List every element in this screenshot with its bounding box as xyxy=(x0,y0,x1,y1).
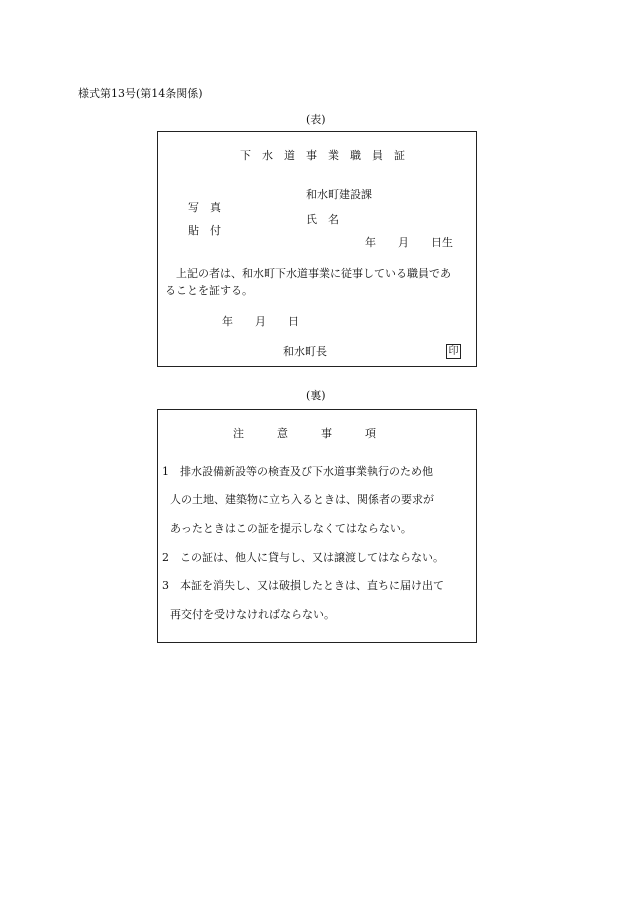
note-line: 人の土地、建築物に立ち入るときは、関係者の要求が xyxy=(170,493,434,506)
note-line: 1 排水設備新設等の検査及び下水道事業執行のため他 xyxy=(162,465,433,478)
birth-date: 年 月 日生 xyxy=(365,236,453,249)
front-caption: (表) xyxy=(306,113,326,126)
issue-date: 年 月 日 xyxy=(222,315,299,328)
photo-label-2: 貼 付 xyxy=(188,224,221,237)
notes-heading: 注 意 事 項 xyxy=(233,427,376,440)
note-line: 再交付を受けなければならない。 xyxy=(170,608,335,621)
form-number: 様式第13号(第14条関係) xyxy=(78,87,203,100)
note-line: 2 この証は、他人に貸与し、又は譲渡してはならない。 xyxy=(162,551,444,564)
front-card xyxy=(157,131,477,367)
photo-label-1: 写 真 xyxy=(188,201,221,214)
note-line: 3 本証を消失し、又は破損したときは、直ちに届け出て xyxy=(162,579,444,592)
back-caption: (裏) xyxy=(306,389,326,402)
statement-line-1: 上記の者は、和水町下水道事業に従事している職員であ xyxy=(176,267,451,280)
seal-stamp: 印 xyxy=(446,344,461,359)
department: 和水町建設課 xyxy=(306,188,372,201)
statement-line-2: ることを証する。 xyxy=(165,284,253,297)
card-title: 下 水 道 事 業 職 員 証 xyxy=(240,149,405,162)
note-line: あったときはこの証を提示しなくてはならない。 xyxy=(170,522,412,535)
issuer: 和水町長 xyxy=(283,345,327,358)
name-label: 氏 名 xyxy=(306,213,339,226)
